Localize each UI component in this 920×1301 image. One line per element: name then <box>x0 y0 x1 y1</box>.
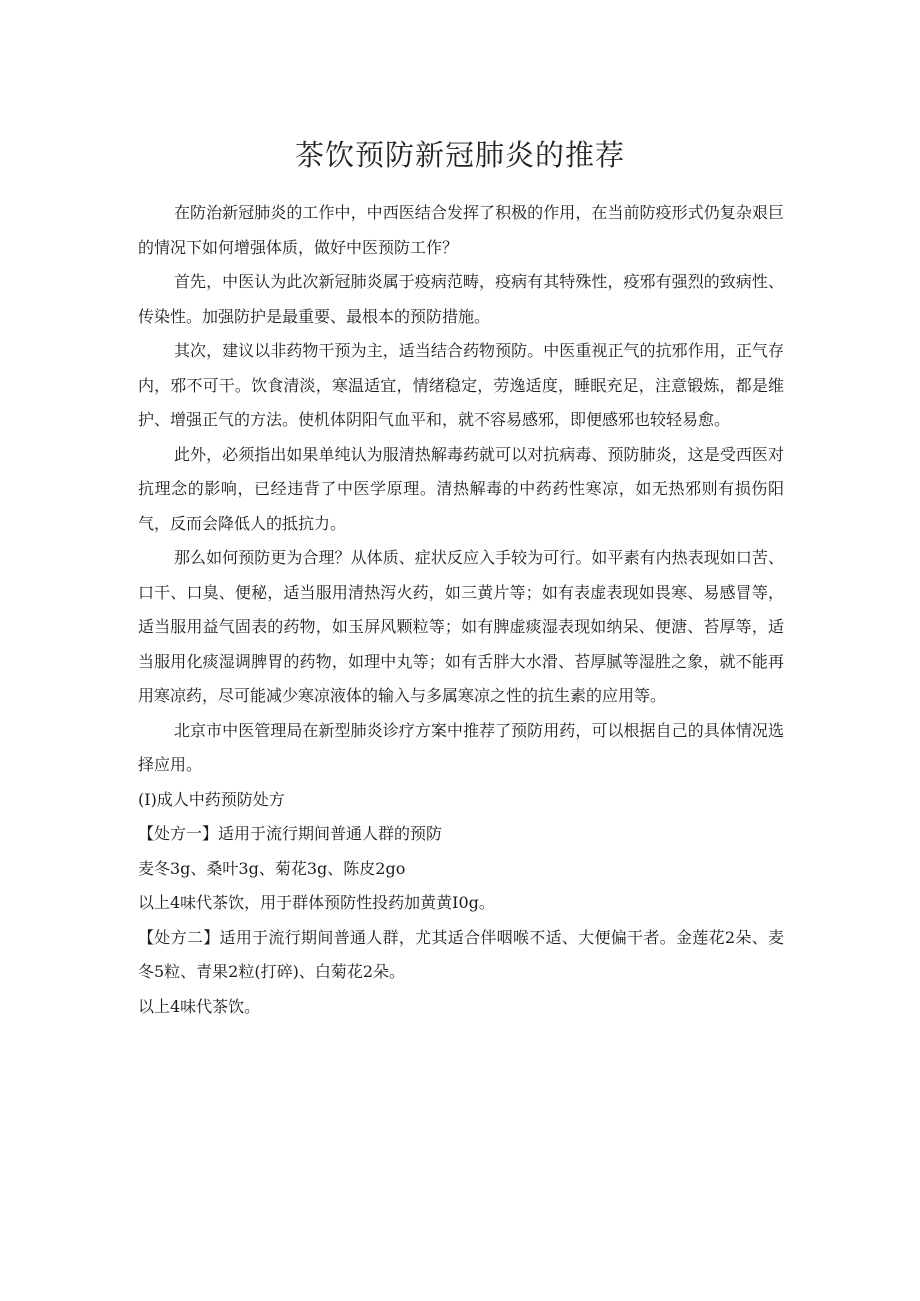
paragraph-second: 其次，建议以非药物干预为主，适当结合药物预防。中医重视正气的抗邪作用，正气存内，邪不可干。饮食清淡，寒温适宜，情绪稳定，劳逸适度，睡眠充足，注意锻炼，都是维护、增强正气的方法。使机体阴阳气血平和，就不容易感邪，即便感邪也较轻易愈。 <box>138 341 784 429</box>
document-title: 茶饮预防新冠肺炎的推荐 <box>294 138 625 172</box>
prescription-two-text: 【处方二】适用于流行期间普通人群，尤其适合伴咽喉不适、大便偏干者。金莲花2朵、麦冬5粒、青果2粒(打碎)、白菊花2朵。 <box>138 927 784 981</box>
paragraph-moreover: 此外，必须指出如果单纯认为服清热解毒药就可以对抗病毒、预防肺炎，这是受西医对抗理念的影响，已经违背了中医学原理。清热解毒的中药药性寒凉，如无热邪则有损伤阳气，反而会降低人的抵抗力。 <box>138 444 784 533</box>
prescription-two-usage: 以上4味代茶饮。 <box>138 996 261 1016</box>
document-body <box>138 196 784 1024</box>
prescription-one-heading: 【处方一】适用于流行期间普通人群的预防 <box>138 824 443 843</box>
prescription-one-ingredients: 麦冬3g、桑叶3g、菊花3g、陈皮2go <box>138 858 406 878</box>
paragraph-intro: 在防治新冠肺炎的工作中，中西医结合发挥了积极的作用，在当前防疫形式仍复杂艰巨的情况下如何增强体质，做好中医预防工作？ <box>138 203 784 257</box>
paragraph-beijing: 北京市中医管理局在新型肺炎诊疗方案中推荐了预防用药，可以根据自己的具体情况选择应用。 <box>138 720 784 774</box>
paragraph-prevention: 那么如何预防更为合理？从体质、症状反应入手较为可行。如平素有内热表现如口苦、口干、口臭、便秘，适当服用清热泻火药，如三黄片等；如有表虚表现如畏寒、易感冒等，适当服用益气固表的药物，如玉屏风颗粒等；如有脾虚痰湿表现如纳呆、便溏、苔厚等，适当服用化痰湿调脾胃的药物，如理中丸等；如有舌胖大水滑、苔厚腻等湿胜之象，就不能再用寒凉药，尽可能减少寒凉液体的输入与多属寒凉之性的抗生素的应用等。 <box>138 548 784 705</box>
paragraph-first: 首先，中医认为此次新冠肺炎属于疫病范畴，疫病有其特殊性，疫邪有强烈的致病性、传染性。加强防护是最重要、最根本的预防措施。 <box>138 272 784 326</box>
section-heading: (I)成人中药预防处方 <box>138 789 285 809</box>
prescription-one-usage: 以上4味代茶饮，用于群体预防性投药加黄黄I0g。 <box>138 893 495 912</box>
